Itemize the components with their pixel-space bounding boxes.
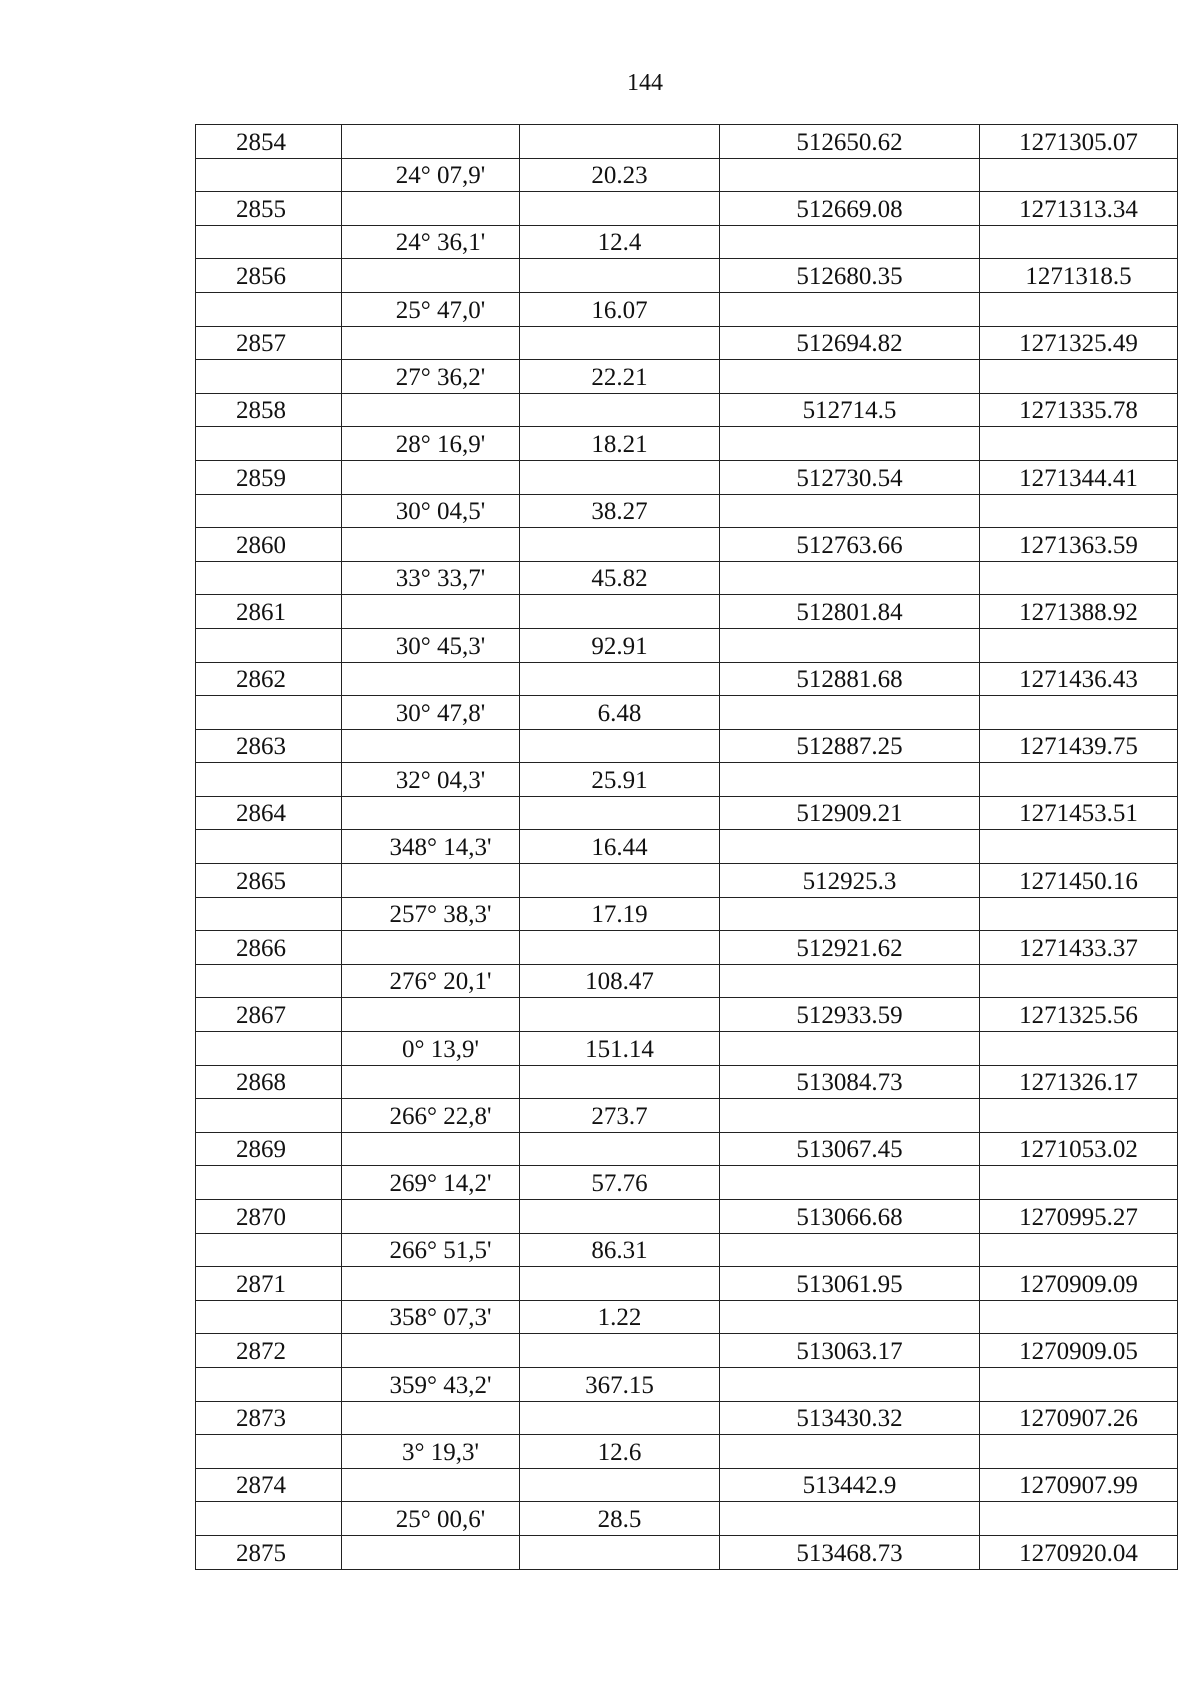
y-coordinate-cell: 1271335.78: [980, 393, 1178, 427]
x-coordinate-cell: 512909.21: [720, 796, 980, 830]
distance-cell: 16.07: [520, 292, 720, 326]
x-coordinate-cell: 512763.66: [720, 528, 980, 562]
direction-angle-cell: [342, 662, 520, 696]
segment-row: [196, 1032, 1178, 1066]
x-coordinate-cell: 512881.68: [720, 662, 980, 696]
direction-angle-cell: 27° 36,2': [342, 360, 520, 394]
direction-angle-cell: [342, 931, 520, 965]
y-coordinate-cell: 1271326.17: [980, 1065, 1178, 1099]
point-row: [196, 1065, 1178, 1099]
y-coordinate-cell: 1271053.02: [980, 1132, 1178, 1166]
x-coordinate-cell: [720, 292, 980, 326]
segment-row: [196, 561, 1178, 595]
distance-cell: 273.7: [520, 1099, 720, 1133]
y-coordinate-cell: 1271344.41: [980, 460, 1178, 494]
direction-angle-cell: 24° 07,9': [342, 158, 520, 192]
direction-angle-cell: 30° 04,5': [342, 494, 520, 528]
distance-cell: [520, 259, 720, 293]
segment-row: [196, 763, 1178, 797]
point-number-cell: [196, 427, 342, 461]
y-coordinate-cell: 1271436.43: [980, 662, 1178, 696]
point-number-cell: [196, 1166, 342, 1200]
x-coordinate-cell: [720, 1032, 980, 1066]
x-coordinate-cell: [720, 897, 980, 931]
x-coordinate-cell: [720, 494, 980, 528]
x-coordinate-cell: 513442.9: [720, 1468, 980, 1502]
direction-angle-cell: 257° 38,3': [342, 897, 520, 931]
x-coordinate-cell: 512714.5: [720, 393, 980, 427]
y-coordinate-cell: 1271388.92: [980, 595, 1178, 629]
y-coordinate-cell: [980, 1166, 1178, 1200]
y-coordinate-cell: [980, 158, 1178, 192]
y-coordinate-cell: 1271453.51: [980, 796, 1178, 830]
page-number: 144: [627, 70, 663, 96]
distance-cell: 38.27: [520, 494, 720, 528]
y-coordinate-cell: 1271450.16: [980, 864, 1178, 898]
y-coordinate-cell: 1271325.56: [980, 998, 1178, 1032]
direction-angle-cell: [342, 192, 520, 226]
y-coordinate-cell: 1271439.75: [980, 729, 1178, 763]
y-coordinate-cell: 1270920.04: [980, 1535, 1178, 1569]
direction-angle-cell: [342, 460, 520, 494]
segment-row: [196, 696, 1178, 730]
point-number-cell: [196, 494, 342, 528]
direction-angle-cell: [342, 528, 520, 562]
point-row: [196, 1267, 1178, 1301]
point-number-cell: 2870: [196, 1200, 342, 1234]
segment-row: [196, 158, 1178, 192]
direction-angle-cell: [342, 393, 520, 427]
distance-cell: [520, 998, 720, 1032]
point-number-cell: [196, 1435, 342, 1469]
direction-angle-cell: [342, 998, 520, 1032]
distance-cell: [520, 595, 720, 629]
direction-angle-cell: [342, 1401, 520, 1435]
segment-row: [196, 628, 1178, 662]
distance-cell: [520, 192, 720, 226]
distance-cell: 18.21: [520, 427, 720, 461]
y-coordinate-cell: [980, 1032, 1178, 1066]
point-row: [196, 528, 1178, 562]
point-number-cell: 2866: [196, 931, 342, 965]
point-number-cell: 2874: [196, 1468, 342, 1502]
y-coordinate-cell: [980, 427, 1178, 461]
point-number-cell: 2863: [196, 729, 342, 763]
segment-row: [196, 1367, 1178, 1401]
distance-cell: [520, 1200, 720, 1234]
direction-angle-cell: [342, 864, 520, 898]
segment-row: [196, 830, 1178, 864]
distance-cell: [520, 326, 720, 360]
point-number-cell: [196, 964, 342, 998]
point-row: [196, 931, 1178, 965]
y-coordinate-cell: [980, 494, 1178, 528]
distance-cell: [520, 125, 720, 159]
distance-cell: 6.48: [520, 696, 720, 730]
point-number-cell: 2854: [196, 125, 342, 159]
y-coordinate-cell: 1271313.34: [980, 192, 1178, 226]
direction-angle-cell: [342, 729, 520, 763]
y-coordinate-cell: [980, 897, 1178, 931]
y-coordinate-cell: [980, 964, 1178, 998]
distance-cell: [520, 1267, 720, 1301]
point-row: [196, 1334, 1178, 1368]
y-coordinate-cell: 1271325.49: [980, 326, 1178, 360]
distance-cell: [520, 1468, 720, 1502]
distance-cell: [520, 662, 720, 696]
direction-angle-cell: [342, 1334, 520, 1368]
direction-angle-cell: 348° 14,3': [342, 830, 520, 864]
point-number-cell: 2872: [196, 1334, 342, 1368]
segment-row: [196, 292, 1178, 326]
x-coordinate-cell: 512730.54: [720, 460, 980, 494]
direction-angle-cell: 25° 00,6': [342, 1502, 520, 1536]
point-row: [196, 662, 1178, 696]
distance-cell: [520, 460, 720, 494]
point-number-cell: 2869: [196, 1132, 342, 1166]
direction-angle-cell: [342, 1267, 520, 1301]
x-coordinate-cell: 512680.35: [720, 259, 980, 293]
y-coordinate-cell: [980, 628, 1178, 662]
point-row: [196, 1535, 1178, 1569]
x-coordinate-cell: 513430.32: [720, 1401, 980, 1435]
point-number-cell: [196, 1099, 342, 1133]
x-coordinate-cell: [720, 628, 980, 662]
point-number-cell: [196, 830, 342, 864]
x-coordinate-cell: [720, 1435, 980, 1469]
distance-cell: [520, 393, 720, 427]
segment-row: [196, 1099, 1178, 1133]
point-number-cell: [196, 1367, 342, 1401]
direction-angle-cell: [342, 1468, 520, 1502]
distance-cell: 45.82: [520, 561, 720, 595]
y-coordinate-cell: 1270995.27: [980, 1200, 1178, 1234]
x-coordinate-cell: 512887.25: [720, 729, 980, 763]
direction-angle-cell: 32° 04,3': [342, 763, 520, 797]
direction-angle-cell: [342, 796, 520, 830]
direction-angle-cell: 3° 19,3': [342, 1435, 520, 1469]
y-coordinate-cell: [980, 561, 1178, 595]
point-row: [196, 1132, 1178, 1166]
distance-cell: [520, 528, 720, 562]
x-coordinate-cell: 512933.59: [720, 998, 980, 1032]
point-number-cell: 2857: [196, 326, 342, 360]
y-coordinate-cell: [980, 696, 1178, 730]
point-row: [196, 1200, 1178, 1234]
y-coordinate-cell: [980, 1099, 1178, 1133]
point-row: [196, 125, 1178, 159]
point-row: [196, 729, 1178, 763]
point-number-cell: 2864: [196, 796, 342, 830]
segment-row: [196, 897, 1178, 931]
y-coordinate-cell: [980, 292, 1178, 326]
point-number-cell: 2855: [196, 192, 342, 226]
segment-row: [196, 225, 1178, 259]
distance-cell: 22.21: [520, 360, 720, 394]
distance-cell: [520, 1132, 720, 1166]
y-coordinate-cell: 1271363.59: [980, 528, 1178, 562]
direction-angle-cell: [342, 1200, 520, 1234]
y-coordinate-cell: [980, 1233, 1178, 1267]
table-body: [196, 125, 1178, 1570]
x-coordinate-cell: [720, 561, 980, 595]
y-coordinate-cell: [980, 360, 1178, 394]
point-number-cell: [196, 897, 342, 931]
x-coordinate-cell: [720, 1502, 980, 1536]
segment-row: [196, 1233, 1178, 1267]
distance-cell: 28.5: [520, 1502, 720, 1536]
direction-angle-cell: 33° 33,7': [342, 561, 520, 595]
y-coordinate-cell: [980, 1367, 1178, 1401]
segment-row: [196, 494, 1178, 528]
point-number-cell: 2871: [196, 1267, 342, 1301]
x-coordinate-cell: [720, 1099, 980, 1133]
x-coordinate-cell: [720, 964, 980, 998]
x-coordinate-cell: 513067.45: [720, 1132, 980, 1166]
direction-angle-cell: 266° 51,5': [342, 1233, 520, 1267]
point-row: [196, 1401, 1178, 1435]
direction-angle-cell: [342, 259, 520, 293]
distance-cell: 57.76: [520, 1166, 720, 1200]
x-coordinate-cell: 512921.62: [720, 931, 980, 965]
point-row: [196, 393, 1178, 427]
segment-row: [196, 1502, 1178, 1536]
point-number-cell: 2859: [196, 460, 342, 494]
y-coordinate-cell: [980, 1300, 1178, 1334]
direction-angle-cell: 30° 47,8': [342, 696, 520, 730]
x-coordinate-cell: 512925.3: [720, 864, 980, 898]
y-coordinate-cell: 1271433.37: [980, 931, 1178, 965]
point-number-cell: 2856: [196, 259, 342, 293]
point-number-cell: 2865: [196, 864, 342, 898]
y-coordinate-cell: 1270907.99: [980, 1468, 1178, 1502]
point-row: [196, 595, 1178, 629]
x-coordinate-cell: 513066.68: [720, 1200, 980, 1234]
y-coordinate-cell: 1270909.05: [980, 1334, 1178, 1368]
x-coordinate-cell: [720, 1233, 980, 1267]
x-coordinate-cell: 512694.82: [720, 326, 980, 360]
x-coordinate-cell: [720, 158, 980, 192]
x-coordinate-cell: 513084.73: [720, 1065, 980, 1099]
point-number-cell: [196, 158, 342, 192]
point-row: [196, 192, 1178, 226]
distance-cell: [520, 864, 720, 898]
distance-cell: 86.31: [520, 1233, 720, 1267]
distance-cell: 1.22: [520, 1300, 720, 1334]
point-number-cell: [196, 1502, 342, 1536]
segment-row: [196, 427, 1178, 461]
point-row: [196, 460, 1178, 494]
x-coordinate-cell: [720, 225, 980, 259]
direction-angle-cell: 269° 14,2': [342, 1166, 520, 1200]
distance-cell: [520, 1401, 720, 1435]
point-row: [196, 326, 1178, 360]
distance-cell: 17.19: [520, 897, 720, 931]
direction-angle-cell: 276° 20,1': [342, 964, 520, 998]
x-coordinate-cell: [720, 1367, 980, 1401]
direction-angle-cell: 0° 13,9': [342, 1032, 520, 1066]
x-coordinate-cell: [720, 763, 980, 797]
point-number-cell: 2862: [196, 662, 342, 696]
x-coordinate-cell: [720, 427, 980, 461]
point-number-cell: [196, 225, 342, 259]
x-coordinate-cell: [720, 696, 980, 730]
direction-angle-cell: [342, 125, 520, 159]
x-coordinate-cell: 512650.62: [720, 125, 980, 159]
distance-cell: [520, 796, 720, 830]
segment-row: [196, 964, 1178, 998]
distance-cell: 108.47: [520, 964, 720, 998]
point-number-cell: 2873: [196, 1401, 342, 1435]
x-coordinate-cell: 512669.08: [720, 192, 980, 226]
direction-angle-cell: 359° 43,2': [342, 1367, 520, 1401]
direction-angle-cell: 28° 16,9': [342, 427, 520, 461]
direction-angle-cell: 30° 45,3': [342, 628, 520, 662]
point-number-cell: [196, 696, 342, 730]
distance-cell: 367.15: [520, 1367, 720, 1401]
direction-angle-cell: [342, 1535, 520, 1569]
x-coordinate-cell: [720, 360, 980, 394]
direction-angle-cell: [342, 595, 520, 629]
y-coordinate-cell: 1270907.26: [980, 1401, 1178, 1435]
x-coordinate-cell: [720, 1300, 980, 1334]
direction-angle-cell: [342, 1132, 520, 1166]
segment-row: [196, 1166, 1178, 1200]
distance-cell: 20.23: [520, 158, 720, 192]
segment-row: [196, 1300, 1178, 1334]
point-number-cell: 2861: [196, 595, 342, 629]
point-number-cell: 2867: [196, 998, 342, 1032]
y-coordinate-cell: [980, 1502, 1178, 1536]
segment-row: [196, 360, 1178, 394]
distance-cell: [520, 1334, 720, 1368]
distance-cell: [520, 729, 720, 763]
point-number-cell: [196, 292, 342, 326]
point-number-cell: 2875: [196, 1535, 342, 1569]
point-row: [196, 864, 1178, 898]
x-coordinate-cell: 513061.95: [720, 1267, 980, 1301]
coordinates-table: [195, 124, 1178, 1570]
point-number-cell: 2868: [196, 1065, 342, 1099]
distance-cell: 25.91: [520, 763, 720, 797]
direction-angle-cell: 25° 47,0': [342, 292, 520, 326]
distance-cell: 16.44: [520, 830, 720, 864]
distance-cell: [520, 1535, 720, 1569]
point-row: [196, 1468, 1178, 1502]
distance-cell: [520, 1065, 720, 1099]
direction-angle-cell: 266° 22,8': [342, 1099, 520, 1133]
y-coordinate-cell: 1271305.07: [980, 125, 1178, 159]
x-coordinate-cell: [720, 830, 980, 864]
direction-angle-cell: [342, 326, 520, 360]
distance-cell: 12.4: [520, 225, 720, 259]
distance-cell: 92.91: [520, 628, 720, 662]
point-number-cell: [196, 1233, 342, 1267]
direction-angle-cell: 24° 36,1': [342, 225, 520, 259]
y-coordinate-cell: 1271318.5: [980, 259, 1178, 293]
distance-cell: [520, 931, 720, 965]
point-row: [196, 796, 1178, 830]
y-coordinate-cell: [980, 830, 1178, 864]
point-number-cell: [196, 561, 342, 595]
distance-cell: 12.6: [520, 1435, 720, 1469]
x-coordinate-cell: 513063.17: [720, 1334, 980, 1368]
y-coordinate-cell: [980, 763, 1178, 797]
direction-angle-cell: [342, 1065, 520, 1099]
point-row: [196, 259, 1178, 293]
y-coordinate-cell: 1270909.09: [980, 1267, 1178, 1301]
point-number-cell: [196, 1300, 342, 1334]
direction-angle-cell: 358° 07,3': [342, 1300, 520, 1334]
y-coordinate-cell: [980, 225, 1178, 259]
point-number-cell: [196, 628, 342, 662]
point-number-cell: 2858: [196, 393, 342, 427]
point-number-cell: [196, 1032, 342, 1066]
point-number-cell: [196, 763, 342, 797]
segment-row: [196, 1435, 1178, 1469]
x-coordinate-cell: 512801.84: [720, 595, 980, 629]
x-coordinate-cell: 513468.73: [720, 1535, 980, 1569]
point-number-cell: 2860: [196, 528, 342, 562]
y-coordinate-cell: [980, 1435, 1178, 1469]
point-number-cell: [196, 360, 342, 394]
x-coordinate-cell: [720, 1166, 980, 1200]
point-row: [196, 998, 1178, 1032]
distance-cell: 151.14: [520, 1032, 720, 1066]
